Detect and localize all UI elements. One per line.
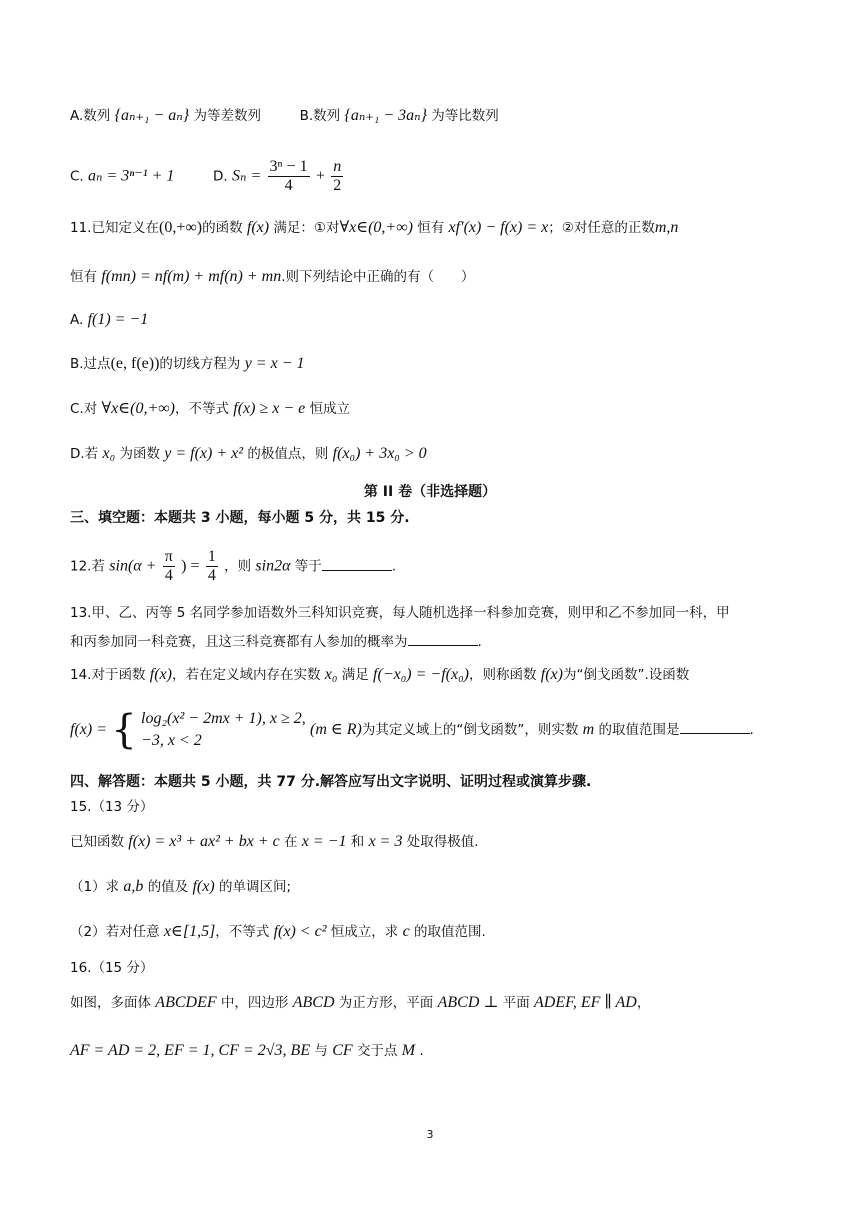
- q13-line2: [70, 631, 482, 652]
- option-expr: y = x − 1: [244, 355, 305, 372]
- q16-poly: ABCDEF: [155, 994, 217, 1011]
- answer-blank: [680, 719, 750, 734]
- part2-title: 第 II 卷（非选择题）: [363, 484, 497, 500]
- q10-option-a-expr: {aₙ₊₁ − aₙ}: [114, 107, 190, 124]
- left-brace-icon: {: [111, 707, 137, 753]
- q11-stem-line1: [70, 218, 678, 238]
- frac-numerator: 3ⁿ − 1: [269, 158, 308, 175]
- q14-m: m: [582, 721, 595, 738]
- option-expr: f(x₀) + 3x₀ > 0: [332, 445, 427, 462]
- q14-fx: f(x): [149, 666, 172, 683]
- q11-fx: f(x): [246, 219, 270, 236]
- frac-denominator: 4: [207, 567, 216, 584]
- q11-eq1: xf′(x) − f(x) = x: [448, 219, 549, 236]
- q10-option-b-tail: 为等比数列: [431, 108, 499, 124]
- q15-text: 恒成立，求: [330, 924, 399, 940]
- q10-option-d-lhs: Sₙ =: [231, 167, 262, 185]
- q14-text: ，则称函数: [468, 667, 537, 683]
- q10-option-d-plus: +: [315, 167, 325, 185]
- option-text: 的切线方程为: [159, 356, 241, 372]
- q16-header: 16.（15 分）: [70, 960, 154, 976]
- q12: [70, 548, 396, 585]
- q11-text: 满足：①对: [273, 220, 340, 236]
- q15-x2: x = 3: [368, 833, 403, 850]
- q11-option-c: [70, 399, 350, 419]
- q14-text: 的取值范围是: [598, 722, 680, 738]
- q16-text: 交于点: [356, 1043, 398, 1059]
- option-label: B.过点: [70, 356, 111, 372]
- q16-text: 如图，多面体: [70, 995, 151, 1011]
- q14-line1: [70, 665, 689, 685]
- q14-text: 为“倒戈函数”.设函数: [562, 667, 690, 683]
- q16-eq: AF = AD = 2, EF = 1, CF = 2√3, BE: [70, 1042, 311, 1059]
- q15-text: 已知函数: [70, 834, 124, 850]
- frac-denominator: 2: [333, 177, 342, 194]
- q12-target: sin2α: [255, 557, 291, 575]
- q14-fx2: f(x): [540, 666, 563, 683]
- q16-plane: ADEF, EF ∥ AD: [534, 994, 637, 1011]
- option-label: C.对: [70, 401, 98, 417]
- page-number: 3: [426, 1128, 434, 1141]
- q14-case2: −3, x < 2: [141, 732, 202, 749]
- q10-option-d-frac1: [268, 158, 310, 195]
- q10-option-d-frac2: [331, 158, 343, 195]
- q15-text: （2）若对任意: [70, 924, 160, 940]
- q14-piecewise: [70, 708, 754, 752]
- q15-text: 在: [283, 834, 298, 850]
- q12-sin-open: sin(α +: [109, 557, 157, 575]
- q12-text: 等于: [294, 558, 322, 575]
- q13-line1: 13.甲、乙、丙等 5 名同学参加语数外三科知识竞赛，每人随机选择一科参加竞赛，则甲和乙不参加同一科，甲: [70, 605, 730, 621]
- q14-text: 为其定义域上的“倒戈函数”，则实数: [361, 722, 579, 738]
- q15-text: 的值及: [147, 879, 189, 895]
- option-expr: f(1) = −1: [87, 311, 149, 328]
- q10-option-a-tail: 为等差数列: [193, 108, 261, 124]
- q11-text: 恒有: [70, 269, 97, 285]
- q14-end: .: [749, 722, 754, 738]
- q14-lhs: f(x) =: [70, 721, 107, 738]
- option-x0: x₀: [102, 445, 116, 462]
- q12-value-frac: [206, 548, 218, 585]
- option-expr: f(x) ≥ x − e: [233, 400, 306, 417]
- frac-numerator: π: [164, 548, 173, 565]
- q16-line2: [70, 1041, 424, 1061]
- q10-option-b-label: B.数列: [299, 108, 341, 124]
- q15-text: 的单调区间;: [218, 879, 292, 895]
- option-label: A.: [70, 312, 84, 328]
- q15-x1: x = −1: [301, 833, 347, 850]
- q15-text: ，不等式: [215, 924, 270, 940]
- q16-cf: CF: [332, 1042, 353, 1059]
- section3-heading: 三、填空题：本题共 3 小题，每小题 5 分，共 15 分.: [70, 510, 410, 526]
- q11-cond: ∀x∈(0,+∞): [339, 219, 413, 236]
- section4-heading: 四、解答题：本题共 5 小题，共 77 分.解答应写出文字说明、证明过程或演算步骤.: [70, 774, 592, 790]
- option-text: 为函数: [119, 446, 160, 462]
- q11-option-d: [70, 444, 427, 464]
- q15-text: 的取值范围.: [414, 924, 486, 940]
- q11-stem-line2: [70, 267, 475, 287]
- q15-ab: a,b: [123, 878, 144, 895]
- q16-m: M: [401, 1042, 416, 1059]
- q10-option-d-label: D.: [212, 168, 228, 185]
- q16-end: .: [419, 1043, 424, 1059]
- q16-text: 为正方形，平面: [338, 995, 434, 1011]
- q16-text: ，: [636, 995, 651, 1011]
- q11-text: 11.已知定义在: [70, 220, 159, 236]
- option-label: D.若: [70, 446, 99, 462]
- q14-param: (m ∈ R): [310, 721, 362, 738]
- q11-domain: (0,+∞): [158, 219, 203, 236]
- q15-header: 15.（13 分）: [70, 799, 154, 815]
- q10-option-c-expr: aₙ = 3ⁿ⁻¹ + 1: [88, 167, 175, 185]
- q14-text: 满足: [341, 667, 369, 683]
- q11-text: 恒有: [417, 220, 445, 236]
- q16-line1: [70, 993, 650, 1013]
- q12-pi-frac: [163, 548, 175, 585]
- frac-numerator: n: [333, 158, 342, 175]
- answer-blank: [322, 556, 392, 571]
- q10-option-c-label: C.: [70, 168, 84, 185]
- q14-case1: log₂(x² − 2mx + 1), x ≥ 2,: [141, 710, 306, 727]
- q16-text: 与: [314, 1043, 328, 1059]
- q11-eq2: f(mn) = nf(m) + mf(n) + mn: [101, 268, 282, 285]
- q12-text: ，则: [224, 558, 252, 575]
- frac-numerator: 1: [207, 548, 216, 565]
- option-text: 的极值点，则: [247, 446, 329, 462]
- q15-text: （1）求: [70, 879, 120, 895]
- q11-text: ；②对任意的正数: [548, 220, 655, 236]
- q15-part1: [70, 877, 291, 897]
- q14-text: ，若在定义域内存在实数: [171, 667, 321, 683]
- option-fn: y = f(x) + x²: [164, 445, 244, 462]
- q15-part2: [70, 922, 486, 942]
- q16-rel: ABCD ⊥: [437, 994, 499, 1011]
- q11-option-a: [70, 310, 148, 330]
- q16-text: 平面: [502, 995, 530, 1011]
- q12-end: .: [391, 558, 397, 575]
- q15-fn: f(x) = x³ + ax² + bx + c: [128, 833, 280, 850]
- q10-option-a-label: A.数列: [70, 108, 111, 124]
- option-text: 恒成立: [309, 401, 351, 417]
- q15-text: 处取得极值.: [406, 834, 479, 850]
- option-point: (e, f(e)): [110, 355, 160, 372]
- q11-mn: m,n: [654, 219, 679, 236]
- q12-close-eq: ) =: [181, 557, 200, 575]
- q15-fx: f(x): [192, 878, 215, 895]
- frac-denominator: 4: [164, 567, 173, 584]
- option-text: ，不等式: [174, 401, 229, 417]
- q11-option-b: [70, 354, 305, 374]
- frac-denominator: 4: [284, 177, 293, 194]
- q16-square: ABCD: [292, 994, 335, 1011]
- q13-end: .: [477, 634, 482, 650]
- answer-blank: [408, 631, 478, 646]
- q15-domain: x∈[1,5]: [163, 923, 216, 940]
- q15-stem: [70, 832, 479, 852]
- q15-c: c: [402, 923, 410, 940]
- q15-text: 和: [350, 834, 365, 850]
- q14-cases: [141, 708, 306, 752]
- q10-options-ab: [70, 106, 499, 126]
- q10-option-b-expr: {aₙ₊₁ − 3aₙ}: [344, 107, 427, 124]
- q16-text: 中，四边形: [220, 995, 289, 1011]
- q11-text: .则下列结论中正确的有（ ）: [281, 269, 475, 285]
- q14-eq: f(−x₀) = −f(x₀): [373, 666, 469, 683]
- q12-prefix: 12.若: [70, 558, 105, 575]
- option-cond: ∀x∈(0,+∞): [101, 400, 175, 417]
- q15-ineq: f(x) < c²: [273, 923, 327, 940]
- q13-text: 和丙参加同一科竞赛，且这三科竞赛都有人参加的概率为: [70, 634, 408, 650]
- q14-text: 14.对于函数: [70, 667, 146, 683]
- q14-x0: x₀: [324, 666, 338, 683]
- q11-text: 的函数: [202, 220, 243, 236]
- q10-options-cd: [70, 158, 345, 195]
